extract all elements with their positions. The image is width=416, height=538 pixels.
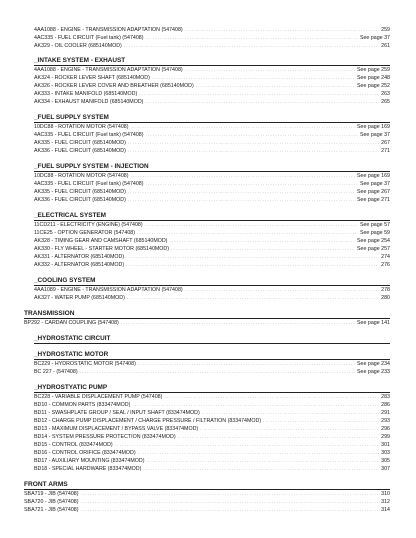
chapter-heading: FRONT ARMS (24, 481, 68, 488)
dot-leader (152, 74, 355, 82)
toc-entry-page: See page 257 (357, 246, 390, 252)
dot-leader (128, 139, 379, 147)
toc-entry-title: SBA721 - JIB (547408) (24, 507, 79, 513)
toc-entry-title: AK334 - EXHAUST MANIFOLD (685140MOD) (34, 99, 144, 105)
toc-entry-title: AK335 - FUEL CIRCUIT (685140MOD) (34, 140, 126, 146)
toc-entry-page: 291 (381, 410, 390, 416)
dot-leader (185, 66, 355, 74)
toc-entry[interactable] (34, 188, 390, 196)
toc-entry-page: 278 (381, 287, 390, 293)
toc-entry[interactable] (34, 229, 390, 237)
toc-entry-page: See page 271 (357, 197, 390, 203)
toc-entry-page: 305 (381, 458, 390, 464)
dot-leader (126, 261, 379, 269)
toc-entry-title: 4AC335 - FUEL CIRCUIT (Fuel tank) (547408) (34, 181, 144, 187)
toc-entry-title: 11CD211 - ELECTRICITY (ENGINE) (547408) (34, 222, 143, 228)
toc-entry[interactable] (34, 98, 390, 106)
toc-entry[interactable] (34, 433, 390, 441)
toc-entry[interactable] (34, 401, 390, 409)
toc-entry-page: See page 233 (357, 369, 390, 375)
dot-leader (169, 237, 355, 245)
section-heading: _COOLING SYSTEM (34, 277, 96, 284)
dot-leader (171, 245, 355, 253)
dot-leader (132, 401, 379, 409)
toc-entry[interactable] (34, 123, 390, 131)
toc-entry[interactable] (34, 74, 390, 82)
toc-entry-title: BD11 - SWASHPLATE GROUP / SEAL / INPUT SHAFT (833474MOD) (34, 410, 200, 416)
toc-entry[interactable] (24, 506, 390, 514)
toc-entry-page: 271 (381, 148, 390, 154)
toc-entry[interactable] (24, 498, 390, 506)
dot-leader (145, 98, 379, 106)
toc-entry-page: 283 (381, 394, 390, 400)
toc-entry[interactable] (34, 286, 390, 294)
toc-entry-page: 267 (381, 140, 390, 146)
toc-entry-title: 4AA1088 - ENGINE - TRANSMISSION ADAPTATION (547408) (34, 67, 183, 73)
dot-leader (178, 433, 380, 441)
toc-entry-page: 299 (381, 434, 390, 440)
toc-entry-title: 11CE25 - OPTION GENERATOR (547408) (34, 230, 135, 236)
toc-entry[interactable] (34, 441, 390, 449)
toc-entry-title: BC229 - HYDROSTATIC MOTOR (547408) (34, 361, 136, 367)
toc-entry-page: 312 (381, 499, 390, 505)
toc-entry[interactable] (34, 90, 390, 98)
dot-leader (80, 490, 379, 498)
toc-entry-title: AK331 - ALTERNATOR (685140MOD) (34, 254, 125, 260)
dot-leader (127, 294, 379, 302)
toc-entry-page: See page 259 (357, 67, 390, 73)
toc-entry-page: See page 169 (357, 173, 390, 179)
dot-leader (143, 465, 379, 473)
toc-entry-title: AK336 - FUEL CIRCUIT (685140MOD) (34, 148, 126, 154)
dot-leader (164, 393, 379, 401)
chapter-heading: TRANSMISSION (24, 310, 75, 317)
toc-entry-page: See page 252 (357, 83, 390, 89)
dot-leader (128, 196, 355, 204)
toc-entry[interactable] (34, 253, 390, 261)
dot-leader (137, 229, 358, 237)
dot-leader (115, 441, 379, 449)
toc-entry[interactable] (34, 221, 390, 229)
toc-entry-page: See page 248 (357, 75, 390, 81)
section-heading: _INTAKE SYSTEM - EXHAUST (34, 57, 126, 64)
toc-entry[interactable] (34, 147, 390, 155)
dot-leader (185, 286, 380, 294)
dot-leader (80, 498, 379, 506)
toc-entry[interactable] (34, 131, 390, 139)
toc-entry-title: AK328 - TIMING GEAR AND CAMSHAFT (685140MOD) (34, 238, 168, 244)
dot-leader (80, 506, 379, 514)
toc-entry[interactable] (34, 180, 390, 188)
toc-entry-title: BD13 - MAXIMUM DISPLACEMENT / BYPASS VALVE (833474MOD) (34, 426, 199, 432)
toc-entry[interactable] (34, 417, 390, 425)
toc-entry-page: 301 (381, 442, 390, 448)
toc-entry[interactable] (34, 172, 390, 180)
toc-entry-page: 286 (381, 402, 390, 408)
dot-leader (138, 360, 355, 368)
toc-entry-title: AK336 - FUEL CIRCUIT (685140MOD) (34, 197, 126, 203)
dot-leader (146, 457, 379, 465)
toc-entry-page: See page 234 (357, 361, 390, 367)
toc-entry-page: 265 (381, 99, 390, 105)
toc-entry-title: BD12 - CHARGE PUMP DISPLACEMENT / CHARGE PRESSURE / FILTRATION (833474MOD) (34, 418, 262, 424)
dot-leader (263, 417, 379, 425)
toc-entry-page: 307 (381, 466, 390, 472)
dot-leader (128, 147, 379, 155)
toc-entry[interactable] (34, 237, 390, 245)
toc-entry-page: See page 37 (359, 35, 390, 41)
toc-entry[interactable] (34, 409, 390, 417)
toc-entry[interactable] (34, 245, 390, 253)
toc-entry[interactable] (34, 139, 390, 147)
dot-leader (145, 221, 358, 229)
toc-entry-title: SBA719 - JIB (547408) (24, 491, 79, 497)
toc-entry-page: 310 (381, 491, 390, 497)
toc-entry-title: AK324 - ROCKER LEVER SHAFT (685140MOD) (34, 75, 150, 81)
toc-entry-page: See page 169 (357, 124, 390, 130)
dot-leader (146, 34, 358, 42)
toc-entry-title: BD14 - SYSTEM PRESSURE PROTECTION (833474MOD) (34, 434, 176, 440)
toc-entry-title: BD17 - AUXILIARY MOUNTING (833474MOD) (34, 458, 145, 464)
dot-leader (124, 42, 379, 50)
toc-entry-title: BD10 - COMMON PARTS (833474MOD) (34, 402, 131, 408)
toc-entry[interactable] (34, 294, 390, 302)
toc-entry-title: 4AA1088 - ENGINE - TRANSMISSION ADAPTATION (547408) (34, 27, 183, 33)
toc-entry-page: 314 (381, 507, 390, 513)
toc-entry-title: 10DC88 - ROTATION MOTOR (547408) (34, 173, 129, 179)
toc-entry[interactable] (24, 490, 390, 498)
toc-entry[interactable] (34, 360, 390, 368)
section-heading: _FUEL SUPPLY SYSTEM (34, 114, 109, 121)
toc-entry[interactable] (34, 26, 390, 34)
toc-entry[interactable] (34, 368, 390, 376)
toc-entry-page: 259 (381, 27, 390, 33)
toc-entry-title: AK329 - OIL COOLER (685140MOD) (34, 43, 122, 49)
toc-entry-title: AK330 - FLY WHEEL - STARTER MOTOR (685140MOD) (34, 246, 170, 252)
dot-leader (200, 425, 379, 433)
toc-entry-page: See page 267 (357, 189, 390, 195)
dot-leader (138, 449, 380, 457)
toc-entry[interactable] (34, 465, 390, 473)
toc-entry-title: SBA720 - JIB (547408) (24, 499, 79, 505)
toc-entry-title: AK332 - ALTERNATOR (685140MOD) (34, 262, 125, 268)
toc-entry-title: AK327 - WATER PUMP (685140MOD) (34, 295, 125, 301)
toc-entry-title: BC 227 - (547408) (34, 369, 78, 375)
toc-entry-title: BD18 - SPECIAL HARDWARE (833474MOD) (34, 466, 142, 472)
toc-entry-title: BD15 - CONTROL (833474MOD) (34, 442, 113, 448)
toc-entry[interactable] (34, 425, 390, 433)
toc-entry-title: 4AC335 - FUEL CIRCUIT (Fuel tank) (547408) (34, 35, 144, 41)
dot-leader (139, 90, 379, 98)
toc-entry[interactable] (34, 34, 390, 42)
toc-entry-page: 276 (381, 262, 390, 268)
dot-leader (128, 188, 355, 196)
dot-leader (146, 131, 358, 139)
toc-entry[interactable] (34, 261, 390, 269)
dot-leader (131, 172, 356, 180)
section-divider (34, 343, 390, 344)
dot-leader (185, 26, 380, 34)
toc-entry-title: BC228 - VARIABLE DISPLACEMENT PUMP (547408) (34, 394, 163, 400)
toc-entry[interactable] (34, 196, 390, 204)
dot-leader (121, 319, 355, 327)
toc-entry-title: AK333 - INTAKE MANIFOLD (685140MOD) (34, 91, 138, 97)
toc-entry[interactable] (24, 319, 390, 327)
toc-entry-title: AK335 - FUEL CIRCUIT (685140MOD) (34, 189, 126, 195)
dot-leader (80, 368, 355, 376)
section-heading: _FUEL SUPPLY SYSTEM - INJECTION (34, 163, 149, 170)
toc-entry-title: BP292 - CARDAN COUPLING (547408) (24, 320, 119, 326)
toc-entry-page: 303 (381, 450, 390, 456)
toc-entry-page: 296 (381, 426, 390, 432)
toc-entry-page: 261 (381, 43, 390, 49)
toc-entry-page: See page 37 (359, 132, 390, 138)
toc-entry[interactable] (34, 449, 390, 457)
toc-entry-title: 10DC88 - ROTATION MOTOR (547408) (34, 124, 129, 130)
toc-entry-title: 4AC335 - FUEL CIRCUIT (Fuel tank) (547408) (34, 132, 144, 138)
toc-entry-page: 263 (381, 91, 390, 97)
toc-entry-page: 293 (381, 418, 390, 424)
toc-entry-page: See page 59 (359, 230, 390, 236)
toc-entry-page: See page 37 (359, 181, 390, 187)
toc-entry[interactable] (34, 393, 390, 401)
toc-entry-title: AK326 - ROCKER LEVER COVER AND BREATHER (685140MOD) (34, 83, 194, 89)
dot-leader (196, 82, 355, 90)
toc-entry-title: BD16 - CONTROL ORIFICE (833474MOD) (34, 450, 136, 456)
section-heading: _ELECTRICAL SYSTEM (34, 212, 106, 219)
toc-entry[interactable] (34, 66, 390, 74)
dot-leader (202, 409, 379, 417)
toc-entry[interactable] (34, 82, 390, 90)
toc-entry-page: See page 141 (357, 320, 390, 326)
toc-entry[interactable] (34, 457, 390, 465)
toc-entry-page: 274 (381, 254, 390, 260)
toc-entry-page: See page 57 (359, 222, 390, 228)
dot-leader (146, 180, 358, 188)
toc-entry-page: 280 (381, 295, 390, 301)
toc-entry-title: 4AA1089 - ENGINE - TRANSMISSION ADAPTATION (547408) (34, 287, 183, 293)
dot-leader (126, 253, 379, 261)
section-heading: _HYDROSTATIC MOTOR (34, 351, 109, 358)
toc-entry-page: See page 254 (357, 238, 390, 244)
toc-entry[interactable] (34, 42, 390, 50)
dot-leader (131, 123, 356, 131)
section-heading: _HYDROSTYATIC PUMP (34, 384, 108, 391)
section-heading: _HYDROSTATIC CIRCUIT (34, 335, 111, 342)
